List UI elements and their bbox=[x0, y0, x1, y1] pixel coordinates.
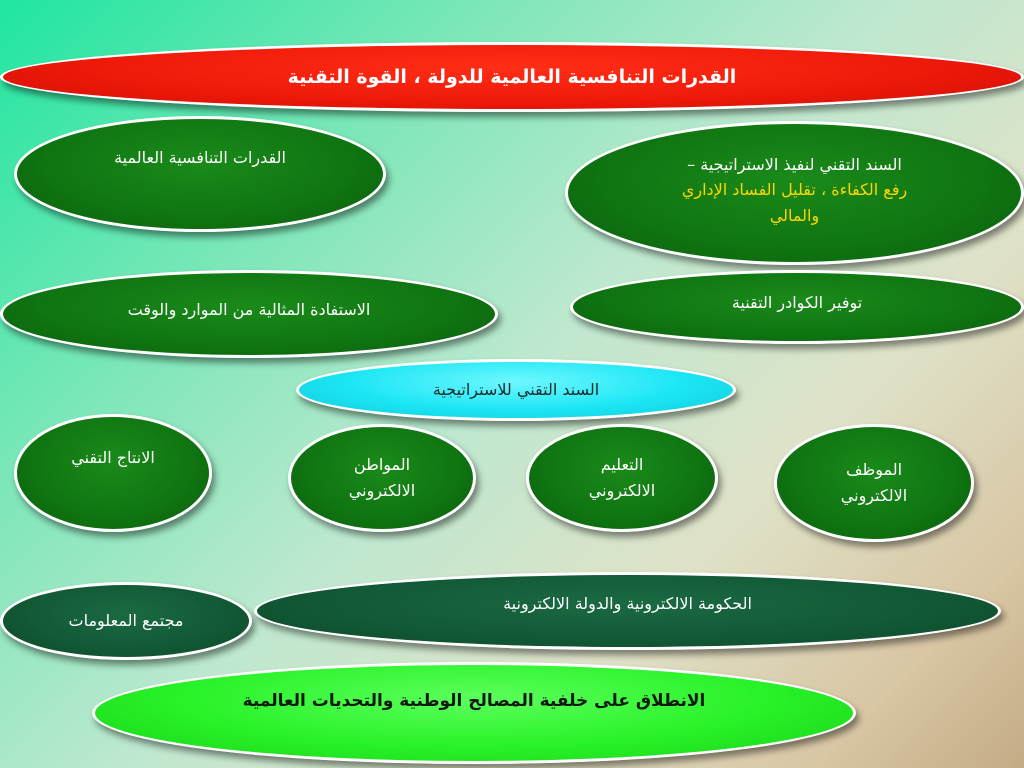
node-e-education bbox=[526, 424, 718, 532]
node-competitive-label: القدرات التنافسية العالمية bbox=[114, 148, 286, 167]
node-tech-production-label: الانتاج التقني bbox=[71, 448, 155, 467]
node-e-citizen-line2: الالكتروني bbox=[348, 481, 416, 500]
node-tech-production bbox=[14, 414, 212, 532]
node-optimal-use bbox=[0, 270, 498, 358]
title-banner bbox=[0, 42, 1024, 112]
node-e-citizen-line1: المواطن bbox=[353, 455, 411, 475]
node-tech-support bbox=[565, 121, 1024, 265]
node-e-employee bbox=[774, 424, 974, 542]
node-tech-cadres bbox=[570, 270, 1024, 344]
node-info-society-label: مجتمع المعلومات bbox=[68, 611, 184, 631]
node-optimal-use-label: الاستفادة المثالية من الموارد والوقت bbox=[127, 300, 371, 320]
node-e-employee-line2: الالكتروني bbox=[840, 486, 908, 505]
node-tech-support-line1: السند التقني لنفيذ الاستراتيجية – bbox=[687, 154, 902, 174]
node-launch-label: الانطلاق على خلفية المصالح الوطنية والتحديات العالمية bbox=[242, 691, 706, 712]
node-e-citizen bbox=[288, 424, 476, 532]
node-launch bbox=[92, 662, 856, 764]
node-tech-support-line2: رفع الكفاءة ، تقليل الفساد الإداري bbox=[681, 180, 908, 200]
node-e-government bbox=[254, 572, 1001, 650]
node-competitive bbox=[14, 116, 386, 232]
node-strategy-support-label: السند التقني للاستراتيجية bbox=[432, 380, 600, 400]
node-info-society bbox=[0, 582, 252, 660]
node-tech-cadres-label: توفير الكوادر التقنية bbox=[731, 293, 863, 313]
title-text: القدرات التنافسية العالمية للدولة ، القوة التقنية bbox=[287, 65, 737, 88]
node-e-education-line1: التعليم bbox=[600, 455, 644, 475]
node-e-education-line2: الالكتروني bbox=[588, 481, 656, 500]
node-strategy-support bbox=[296, 359, 736, 421]
node-e-employee-line1: الموظف bbox=[845, 460, 903, 480]
node-tech-support-line3: والمالي bbox=[769, 205, 820, 225]
node-e-government-label: الحكومة الالكترونية والدولة الالكترونية bbox=[503, 594, 752, 614]
